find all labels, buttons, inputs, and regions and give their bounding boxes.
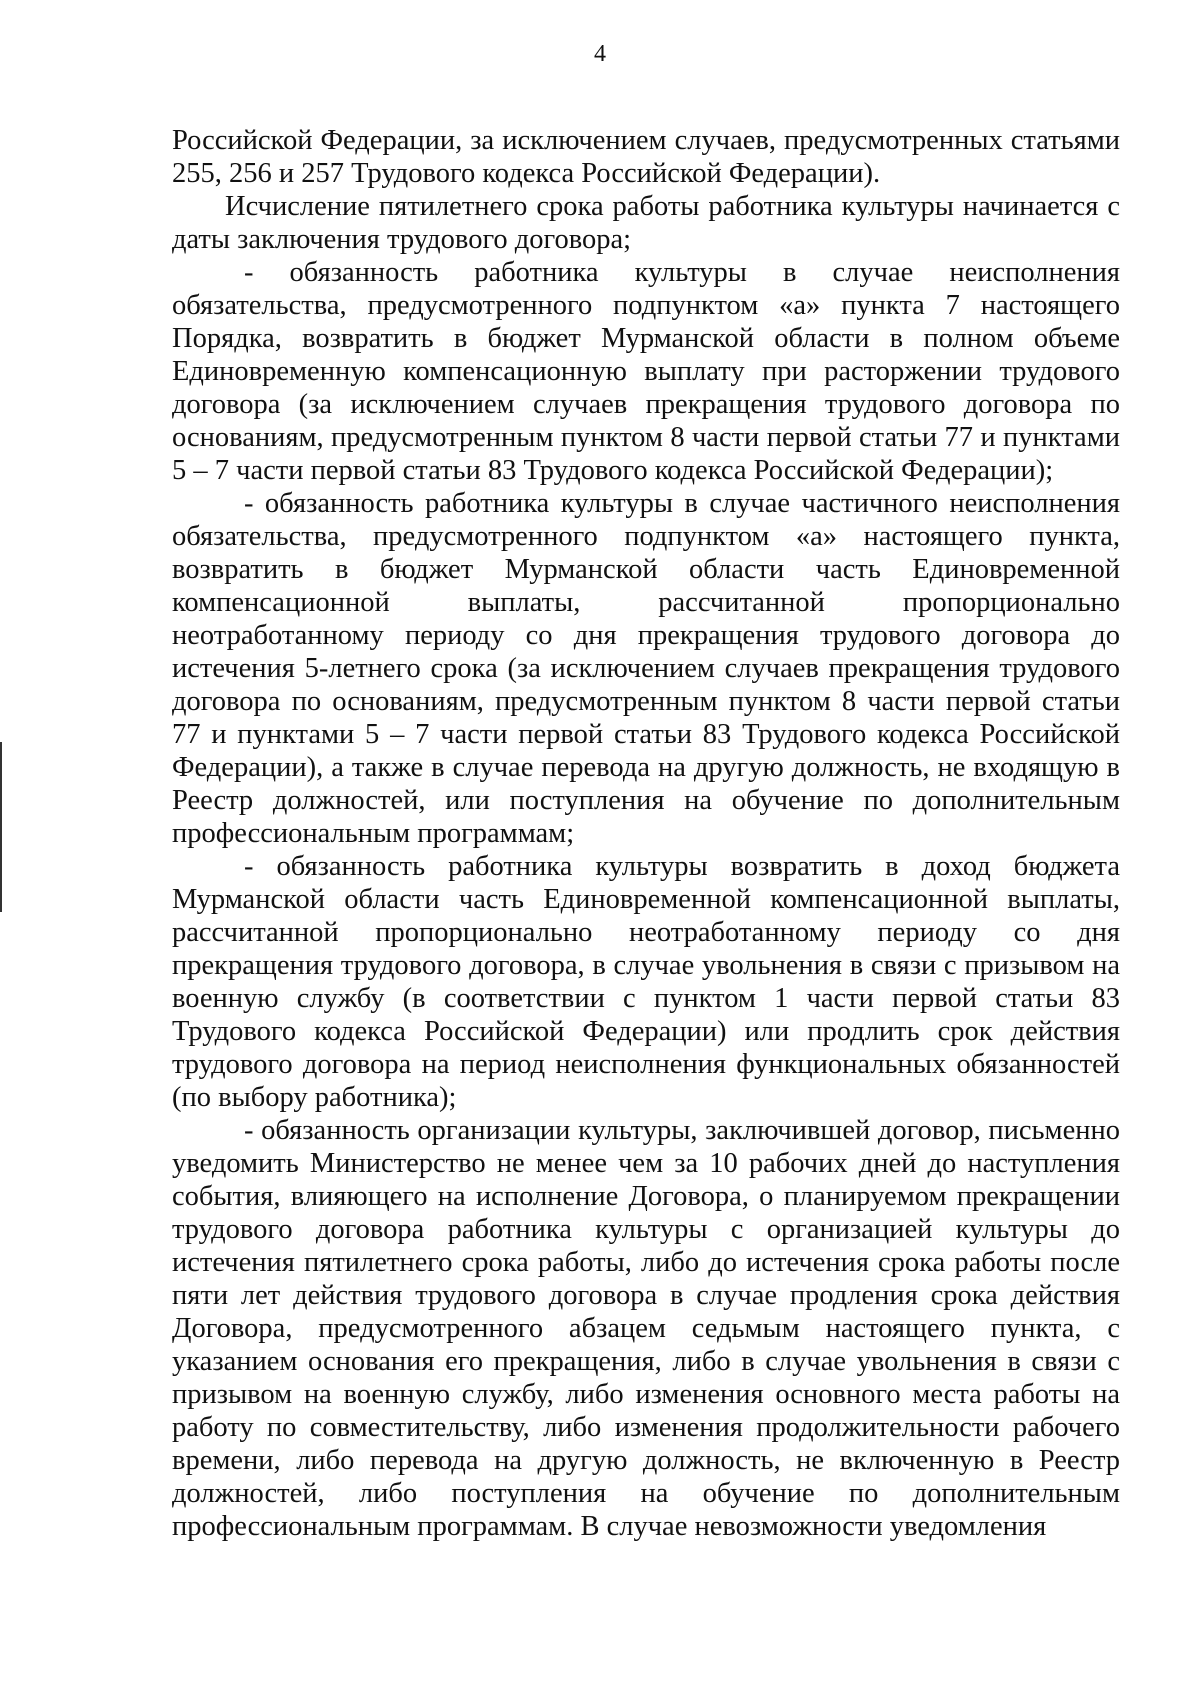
paragraph-continuation: Российской Федерации, за исключением случаев, предусмотренных статьями 255, 256 и 257 Трудового кодекса Российской Федерации). [172, 125, 1120, 189]
page-number: 4 [594, 41, 606, 67]
paragraph-obligation-full-return: - обязанность работника культуры в случае неисполнения обязательства, предусмотренного подпунктом «а» пункта 7 настоящего Порядка, возвратить в бюджет Мурманской области в полном объеме Единовременную компенсационную выплату при расторжении трудового договора (за исключением случаев прекращения трудового договора по основаниям, предусмотренным пунктом 8 части первой статьи 77 и пунктами 5 – 7 части первой статьи 83 Трудового кодекса Российской Федерации); [172, 257, 1120, 486]
paragraph-obligation-notify-ministry: - обязанность организации культуры, заключившей договор, письменно уведомить Министерство не менее чем за 10 рабочих дней до наступления события, влияющего на исполнение Договора, о планируемом прекращении трудового договора работника культуры с организацией культуры до истечения пятилетнего срока работы, либо до истечения срока работы после пяти лет действия трудового договора в случае продления срока действия Договора, предусмотренного абзацем седьмым настоящего пункта, с указанием основания его прекращения, либо в случае увольнения в связи с призывом на военную службу, либо изменения основного места работы на работу по совместительству, либо изменения продолжительности рабочего времени, либо перевода на другую должность, не включенную в Реестр должностей, либо поступления на обучение по дополнительным профессиональным программам. В случае невозможности уведомления [172, 1115, 1120, 1542]
scan-edge-mark [0, 742, 2, 912]
paragraph-five-year-term: Исчисление пятилетнего срока работы работника культуры начинается с даты заключения трудового договора; [172, 191, 1120, 255]
paragraph-obligation-partial-return: - обязанность работника культуры в случае частичного неисполнения обязательства, предусмотренного подпунктом «а» настоящего пункта, возвратить в бюджет Мурманской области часть Единовременной компенсационной выплаты, рассчитанной пропорционально неотработанному периоду со дня прекращения трудового договора до истечения 5-летнего срока (за исключением случаев прекращения трудового договора по основаниям, предусмотренным пунктом 8 части первой статьи 77 и пунктами 5 – 7 части первой статьи 83 Трудового кодекса Российской Федерации), а также в случае перевода на другую должность, не входящую в Реестр должностей, или поступления на обучение по дополнительным профессиональным программам; [172, 488, 1120, 849]
document-body [172, 124, 1120, 1543]
paragraph-obligation-military-service: - обязанность работника культуры возвратить в доход бюджета Мурманской области часть Единовременной компенсационной выплаты, рассчитанной пропорционально неотработанному периоду со дня прекращения трудового договора, в случае увольнения в связи с призывом на военную службу (в соответствии с пунктом 1 части первой статьи 83 Трудового кодекса Российской Федерации) или продлить срок действия трудового договора на период неисполнения функциональных обязанностей (по выбору работника); [172, 851, 1120, 1113]
